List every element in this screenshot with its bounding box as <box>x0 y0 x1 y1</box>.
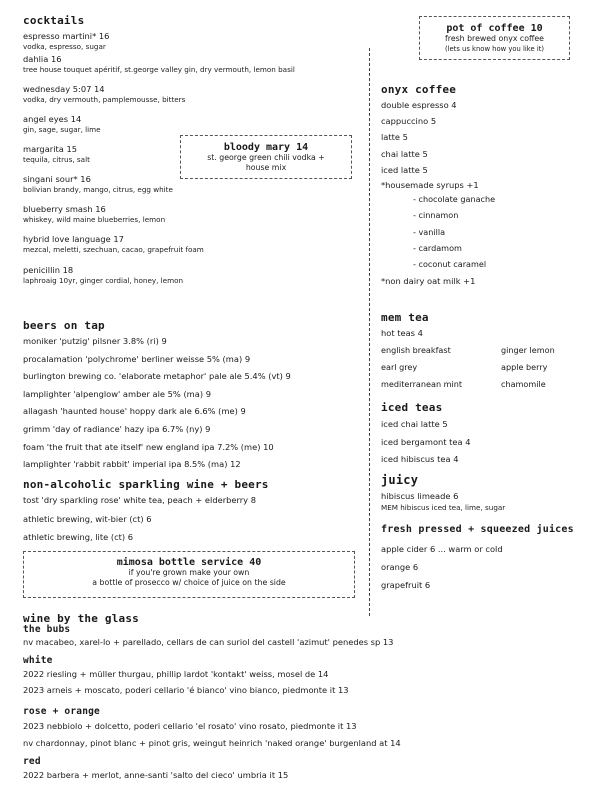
juice-item: orange 6 <box>381 562 419 572</box>
juicy-desc: MEM hibiscus iced tea, lime, sugar <box>381 503 506 512</box>
syrups-heading: *housemade syrups +1 <box>381 180 479 190</box>
pot-of-coffee-line2: (lets us know how you like it) <box>444 45 545 53</box>
mimosa-title: mimosa bottle service 40 <box>116 557 262 568</box>
onyx-item: double espresso 4 <box>381 100 457 110</box>
cocktail-desc: vodka, dry vermouth, pamplemousse, bitters <box>23 95 186 104</box>
pot-of-coffee-box <box>419 16 570 60</box>
wine-item: 2022 barbera + merlot, anne-santi 'salto del cieco' umbria it 15 <box>23 770 289 780</box>
fresh-juices-heading: fresh pressed + squeezed juices <box>381 524 574 535</box>
mem-tea-item: chamomile <box>501 379 546 389</box>
cocktail-name: singani sour* 16 <box>23 174 91 184</box>
beer-item: allagash 'haunted house' hoppy dark ale 6.6% (me) 9 <box>23 406 246 417</box>
beer-item: lamplighter 'alpenglow' amber ale 5% (ma) 9 <box>23 388 212 399</box>
beer-list <box>23 336 291 477</box>
iced-tea-item: iced chai latte 5 <box>381 419 448 429</box>
mimosa-line2: a bottle of prosecco w/ choice of juice on the side <box>92 578 286 587</box>
juicy-item: hibiscus limeade 6 <box>381 491 459 501</box>
fresh-juices-list <box>381 544 503 598</box>
hot-teas-label: hot teas 4 <box>381 328 423 338</box>
mem-tea-item: mediterranean mint <box>381 379 463 389</box>
rose-heading: rose + orange <box>23 706 100 717</box>
bubs-heading: the bubs <box>23 624 71 635</box>
beers-heading: beers on tap <box>23 319 105 332</box>
syrup-item: - vanilla <box>413 226 446 237</box>
cocktail-item <box>23 54 295 84</box>
cocktail-desc: vodka, espresso, sugar <box>23 42 106 51</box>
mem-tea-item: ginger lemon <box>501 345 555 355</box>
cocktail-item <box>23 84 295 114</box>
beer-item: procalamation 'polychrome' berliner weisse 5% (ma) 9 <box>23 353 251 364</box>
cocktail-desc: bolivian brandy, mango, citrus, egg white <box>23 185 173 194</box>
mem-tea-left-list <box>381 345 462 396</box>
juicy-heading: juicy <box>381 473 419 487</box>
syrup-list <box>413 194 495 275</box>
beer-item: grimm 'day of radiance' hazy ipa 6.7% (ny) 9 <box>23 423 211 434</box>
wine-item: 2023 nebbiolo + dolcetto, poderi cellario 'el rosato' vino rosato, piedmonte it 13 <box>23 721 357 731</box>
cocktail-name: blueberry smash 16 <box>23 204 106 214</box>
iced-teas-heading: iced teas <box>381 401 443 414</box>
bloody-mary-box <box>180 135 352 179</box>
mem-tea-item: english breakfast <box>381 345 451 355</box>
non-alcoholic-list <box>23 495 256 551</box>
cocktail-name: angel eyes 14 <box>23 114 82 124</box>
red-heading: red <box>23 756 41 767</box>
wine-item: nv chardonnay, pinot blanc + pinot gris, weingut heinrich 'naked orange' burgenland at 14 <box>23 738 401 748</box>
bloody-mary-title: bloody mary 14 <box>223 142 309 153</box>
beer-item: lamplighter 'rabbit rabbit' imperial ipa 8.5% (ma) 12 <box>23 459 241 470</box>
juice-item: apple cider 6 ... warm or cold <box>381 544 503 554</box>
mem-tea-right-list <box>501 345 555 396</box>
wine-item: nv macabeo, xarel-lo + parellado, cellars de can suriol del castell 'azimut' penedes sp 13 <box>23 637 394 647</box>
cocktail-desc: laphroaig 10yr, ginger cordial, honey, lemon <box>23 276 184 285</box>
iced-teas-list <box>381 419 471 472</box>
cocktail-name: espresso martini* 16 <box>23 31 110 41</box>
wine-item: 2022 riesling + müller thurgau, phillip lardot 'kontakt' weiss, mosel de 14 <box>23 669 329 679</box>
cocktail-item <box>23 204 295 234</box>
pot-of-coffee-title: pot of coffee 10 <box>446 23 543 34</box>
pot-of-coffee-line1: fresh brewed onyx coffee <box>445 34 544 43</box>
beer-item: moniker 'putzig' pilsner 3.8% (ri) 9 <box>23 336 167 346</box>
non-alcoholic-item: tost 'dry sparkling rose' white tea, peach + elderberry 8 <box>23 495 256 505</box>
onyx-item: cappuccino 5 <box>381 116 437 127</box>
beer-item: burlington brewing co. 'elaborate metaphor' pale ale 5.4% (vt) 9 <box>23 371 291 382</box>
onyx-item: latte 5 <box>381 132 408 143</box>
iced-tea-item: iced hibiscus tea 4 <box>381 454 459 464</box>
onyx-item: iced latte 5 <box>381 164 428 175</box>
cocktail-item <box>23 31 295 54</box>
onyx-item: chai latte 5 <box>381 148 428 159</box>
column-divider <box>369 48 370 616</box>
cocktail-name: hybrid love language 17 <box>23 234 124 244</box>
cocktail-desc: mezcal, meletti, szechuan, cacao, grapefruit foam <box>23 245 204 254</box>
white-heading: white <box>23 655 53 666</box>
wine-item: 2023 arneis + moscato, poderi cellario 'é bianco' vino bianco, piedmonte it 13 <box>23 685 349 695</box>
syrup-item: - cinnamon <box>413 210 459 221</box>
syrup-item: - chocolate ganache <box>413 194 496 204</box>
mimosa-line1: if you're grown make your own <box>128 568 250 577</box>
wine-heading: wine by the glass <box>23 612 139 625</box>
beer-item: foam 'the fruit that ate itself' new england ipa 7.2% (me) 10 <box>23 441 274 452</box>
bloody-mary-line1: st. george green chili vodka + <box>207 153 325 162</box>
cocktail-desc: whiskey, wild maine blueberries, lemon <box>23 215 166 224</box>
cocktails-heading: cocktails <box>23 14 85 27</box>
non-alcoholic-item: athletic brewing, lite (ct) 6 <box>23 532 134 542</box>
mem-tea-item: apple berry <box>501 362 548 372</box>
non-alcoholic-item: athletic brewing, wit-bier (ct) 6 <box>23 513 152 524</box>
cocktail-item <box>23 234 295 265</box>
juice-item: grapefruit 6 <box>381 580 431 590</box>
onyx-list <box>381 100 457 181</box>
cocktail-name: wednesday 5:07 14 <box>23 84 105 94</box>
mimosa-box <box>23 551 355 598</box>
cocktail-desc: tree house touquet apéritif, st.george valley gin, dry vermouth, lemon basil <box>23 65 295 74</box>
cocktail-name: margarita 15 <box>23 144 78 154</box>
cocktail-name: dahlia 16 <box>23 54 62 64</box>
oat-milk-note: *non dairy oat milk +1 <box>381 276 476 286</box>
syrup-item: - coconut caramel <box>413 259 487 270</box>
syrup-item: - cardamom <box>413 242 462 253</box>
cocktail-item <box>23 265 295 293</box>
onyx-heading: onyx coffee <box>381 83 457 96</box>
bloody-mary-line2: house mix <box>245 163 287 172</box>
non-alcoholic-heading: non-alcoholic sparkling wine + beers <box>23 478 269 491</box>
mem-tea-item: earl grey <box>381 362 418 372</box>
cocktail-desc: gin, sage, sugar, lime <box>23 125 101 134</box>
iced-tea-item: iced bergamont tea 4 <box>381 436 471 447</box>
cocktail-desc: tequila, citrus, salt <box>23 155 90 164</box>
cocktail-name: penicillin 18 <box>23 265 74 275</box>
mem-tea-heading: mem tea <box>381 311 429 324</box>
